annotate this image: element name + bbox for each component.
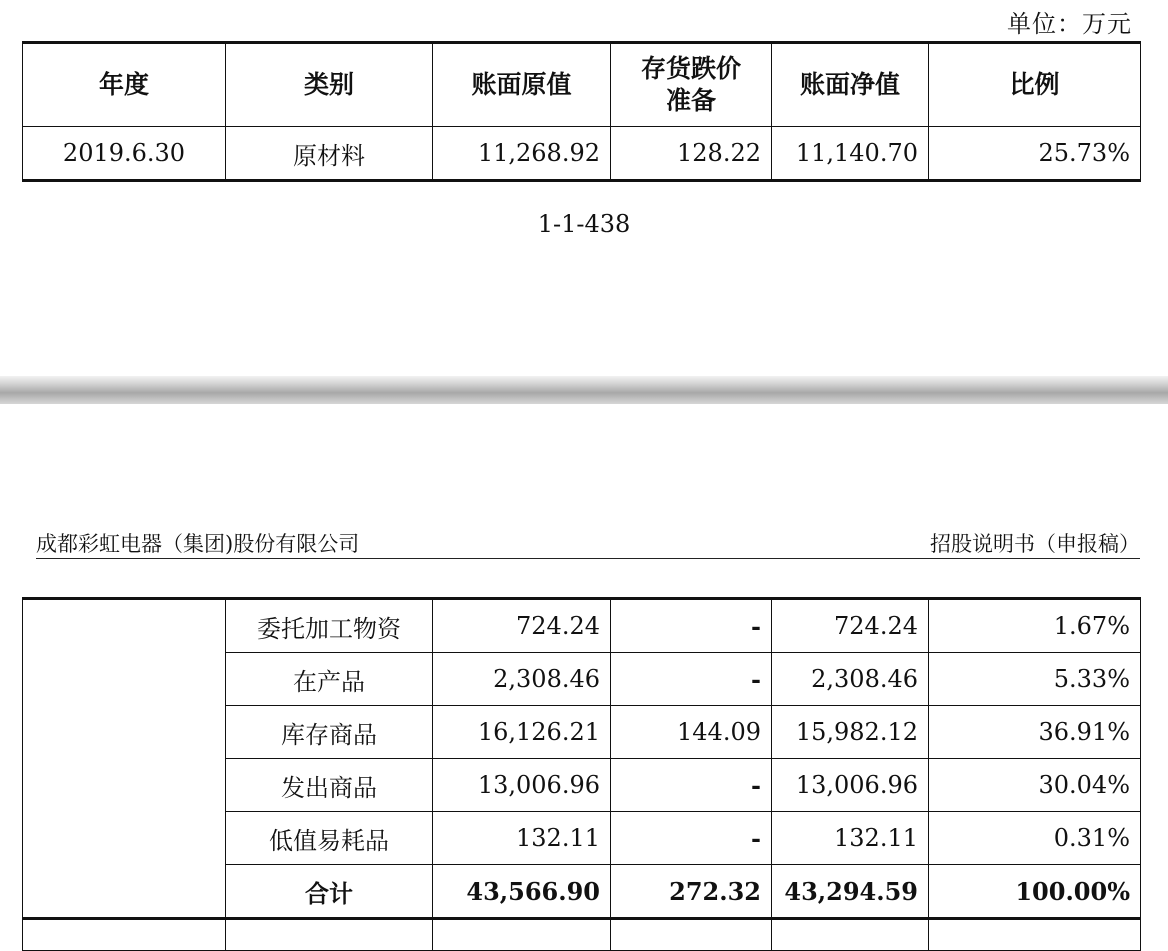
cell-category: 原材料 (226, 127, 433, 181)
cell-provision: - (611, 759, 772, 812)
cell-category: 在产品 (226, 653, 433, 706)
cell-empty (433, 919, 611, 951)
cell-ratio: 36.91% (929, 706, 1141, 759)
header-book-net-value: 账面净值 (772, 43, 929, 127)
header-year: 年度 (23, 43, 226, 127)
cell-net-value: 13,006.96 (772, 759, 929, 812)
merged-year-cell (23, 599, 226, 919)
cell-net-value: 2,308.46 (772, 653, 929, 706)
cell-original-value: 13,006.96 (433, 759, 611, 812)
cell-ratio: 30.04% (929, 759, 1141, 812)
total-original-value: 43,566.90 (433, 865, 611, 919)
cell-provision: - (611, 653, 772, 706)
cell-net-value: 724.24 (772, 599, 929, 653)
document-header (36, 528, 1140, 559)
company-name: 成都彩虹电器（集团)股份有限公司 (36, 532, 360, 556)
header-book-original-value: 账面原值 (433, 43, 611, 127)
total-ratio: 100.00% (929, 865, 1141, 919)
total-label: 合计 (226, 865, 433, 919)
cell-provision: - (611, 812, 772, 865)
cell-category: 委托加工物资 (226, 599, 433, 653)
cell-ratio: 5.33% (929, 653, 1141, 706)
document-title: 招股说明书（申报稿） (930, 532, 1140, 556)
cell-category: 库存商品 (226, 706, 433, 759)
cell-category: 低值易耗品 (226, 812, 433, 865)
cell-net-value: 15,982.12 (772, 706, 929, 759)
inventory-table-bottom (22, 597, 1141, 951)
cell-empty (772, 919, 929, 951)
table-row (23, 599, 1141, 653)
cell-empty (611, 919, 772, 951)
cell-ratio: 25.73% (929, 127, 1141, 181)
cell-empty (929, 919, 1141, 951)
header-category: 类别 (226, 43, 433, 127)
cell-empty (226, 919, 433, 951)
total-provision: 272.32 (611, 865, 772, 919)
cell-net-value: 132.11 (772, 812, 929, 865)
cell-category: 发出商品 (226, 759, 433, 812)
page-divider (0, 376, 1168, 404)
table-row-partial (23, 919, 1141, 951)
cell-original-value: 724.24 (433, 599, 611, 653)
table-header-row (23, 43, 1141, 127)
cell-provision: 144.09 (611, 706, 772, 759)
cell-net-value: 11,140.70 (772, 127, 929, 181)
cell-provision: - (611, 599, 772, 653)
header-ratio: 比例 (929, 43, 1141, 127)
unit-label: 单位：万元 (1007, 10, 1132, 38)
page-number: 1-1-438 (537, 210, 631, 238)
cell-empty (23, 919, 226, 951)
total-net-value: 43,294.59 (772, 865, 929, 919)
cell-year: 2019.6.30 (23, 127, 226, 181)
cell-original-value: 16,126.21 (433, 706, 611, 759)
cell-ratio: 1.67% (929, 599, 1141, 653)
cell-original-value: 2,308.46 (433, 653, 611, 706)
cell-provision: 128.22 (611, 127, 772, 181)
cell-ratio: 0.31% (929, 812, 1141, 865)
cell-original-value: 11,268.92 (433, 127, 611, 181)
inventory-table-top (22, 41, 1141, 182)
table-row (23, 127, 1141, 181)
cell-original-value: 132.11 (433, 812, 611, 865)
header-impairment-provision: 存货跌价准备 (611, 43, 772, 127)
